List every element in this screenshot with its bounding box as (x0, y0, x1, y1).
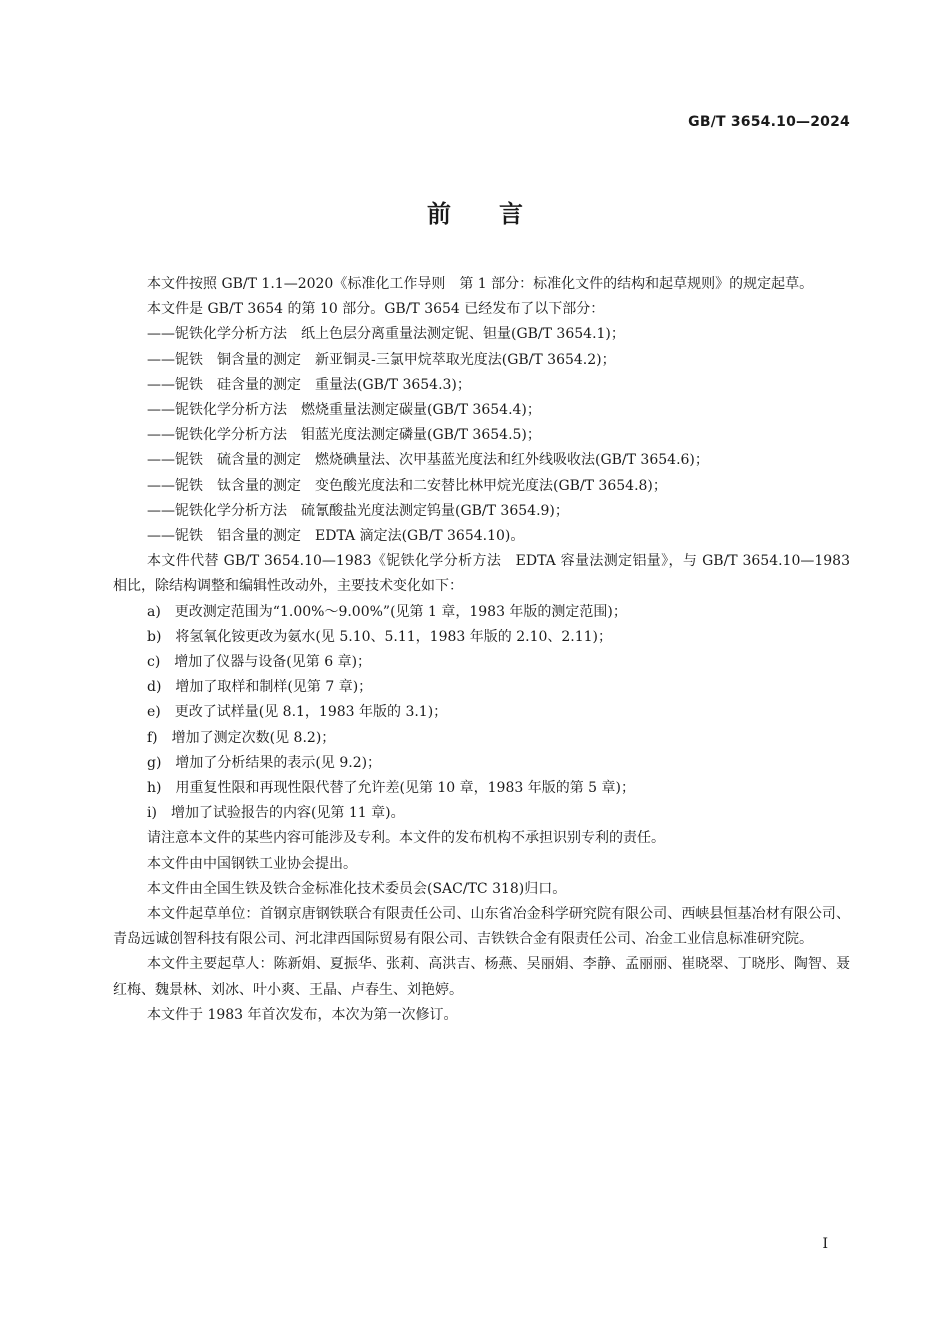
paragraph-replaces: 本文件代替 GB/T 3654.10—1983《铌铁化学分析方法 EDTA 容量法测定铝量》，与 GB/T 3654.10—1983 相比，除结构调整和编辑性改动外，主要技术变化如下： (113, 553, 850, 595)
page-title (0, 194, 950, 229)
list-item-part: ——铌铁 硫含量的测定 燃烧碘量法、次甲基蓝光度法和红外线吸收法(GB/T 3654.6)； (147, 452, 709, 469)
list-item-change: c) 增加了仪器与设备(见第 6 章)； (147, 654, 372, 671)
list-item-change: f) 增加了测定次数(见 8.2)； (147, 729, 336, 746)
list-item-part: ——铌铁化学分析方法 纸上色层分离重量法测定铌、钽量(GB/T 3654.1)； (147, 326, 625, 343)
list-item-part: ——铌铁化学分析方法 燃烧重量法测定碳量(GB/T 3654.4)； (147, 402, 541, 419)
list-item-part: ——铌铁化学分析方法 钼蓝光度法测定磷量(GB/T 3654.5)； (147, 427, 541, 444)
page-number: I (822, 1236, 828, 1252)
paragraph-proposed-by: 本文件由中国钢铁工业协会提出。 (147, 855, 357, 872)
list-item-change: e) 更改了试样量(见 8.1，1983 年版的 3.1)； (147, 704, 448, 721)
list-item-part: ——铌铁 铜含量的测定 新亚铜灵-三氯甲烷萃取光度法(GB/T 3654.2)； (147, 351, 616, 368)
list-item-part: ——铌铁 硅含量的测定 重量法(GB/T 3654.3)； (147, 376, 471, 393)
paragraph-under-jurisdiction: 本文件由全国生铁及铁合金标准化技术委员会(SAC/TC 318)归口。 (147, 880, 567, 897)
list-item-change: d) 增加了取样和制样(见第 7 章)； (147, 679, 373, 696)
paragraph-drafting-units: 本文件起草单位：首钢京唐钢铁联合有限责任公司、山东省冶金科学研究院有限公司、西峡县恒基冶材有限公司、青岛远诚创智科技有限公司、河北津西国际贸易有限公司、吉铁铁合金有限责任公司、冶金工业信息标准研究院。 (113, 906, 850, 948)
paragraph-drafters: 本文件主要起草人：陈新娟、夏振华、张莉、高洪吉、杨燕、吴丽娟、李静、孟丽丽、崔晓翠、丁晓彤、陶智、聂红梅、魏景林、刘冰、叶小爽、王晶、卢春生、刘艳婷。 (113, 956, 850, 998)
list-item-change: i) 增加了试验报告的内容(见第 11 章)。 (147, 805, 405, 822)
title-part-2: 言 (499, 200, 523, 228)
paragraph-drafting-rules: 本文件按照 GB/T 1.1—2020《标准化工作导则 第 1 部分：标准化文件的结构和起草规则》的规定起草。 (147, 276, 814, 292)
list-item-change: b) 将氢氧化铵更改为氨水(见 5.10、5.11，1983 年版的 2.10、2.11)； (147, 628, 613, 645)
foreword-body (113, 272, 850, 1028)
list-item-part: ——铌铁 钛含量的测定 变色酸光度法和二安替比林甲烷光度法(GB/T 3654.8)； (147, 477, 667, 494)
standard-number: GB/T 3654.10—2024 (688, 114, 850, 130)
list-item-change: h) 用重复性限和再现性限代替了允许差(见第 10 章，1983 年版的第 5 章)； (147, 780, 636, 797)
list-item-part: ——铌铁 铝含量的测定 EDTA 滴定法(GB/T 3654.10)。 (147, 528, 525, 545)
list-item-change: g) 增加了分析结果的表示(见 9.2)； (147, 754, 382, 771)
title-part-1: 前 (427, 200, 451, 228)
paragraph-patent-notice: 请注意本文件的某些内容可能涉及专利。本文件的发布机构不承担识别专利的责任。 (147, 830, 665, 847)
list-item-change: a) 更改测定范围为“1.00%～9.00%”(见第 1 章，1983 年版的测定范围)； (147, 603, 627, 620)
list-item-part: ——铌铁化学分析方法 硫氰酸盐光度法测定钨量(GB/T 3654.9)； (147, 502, 569, 519)
paragraph-publication-history: 本文件于 1983 年首次发布，本次为第一次修订。 (147, 1006, 458, 1023)
paragraph-part-of-series: 本文件是 GB/T 3654 的第 10 部分。GB/T 3654 已经发布了以下部分： (147, 301, 605, 318)
